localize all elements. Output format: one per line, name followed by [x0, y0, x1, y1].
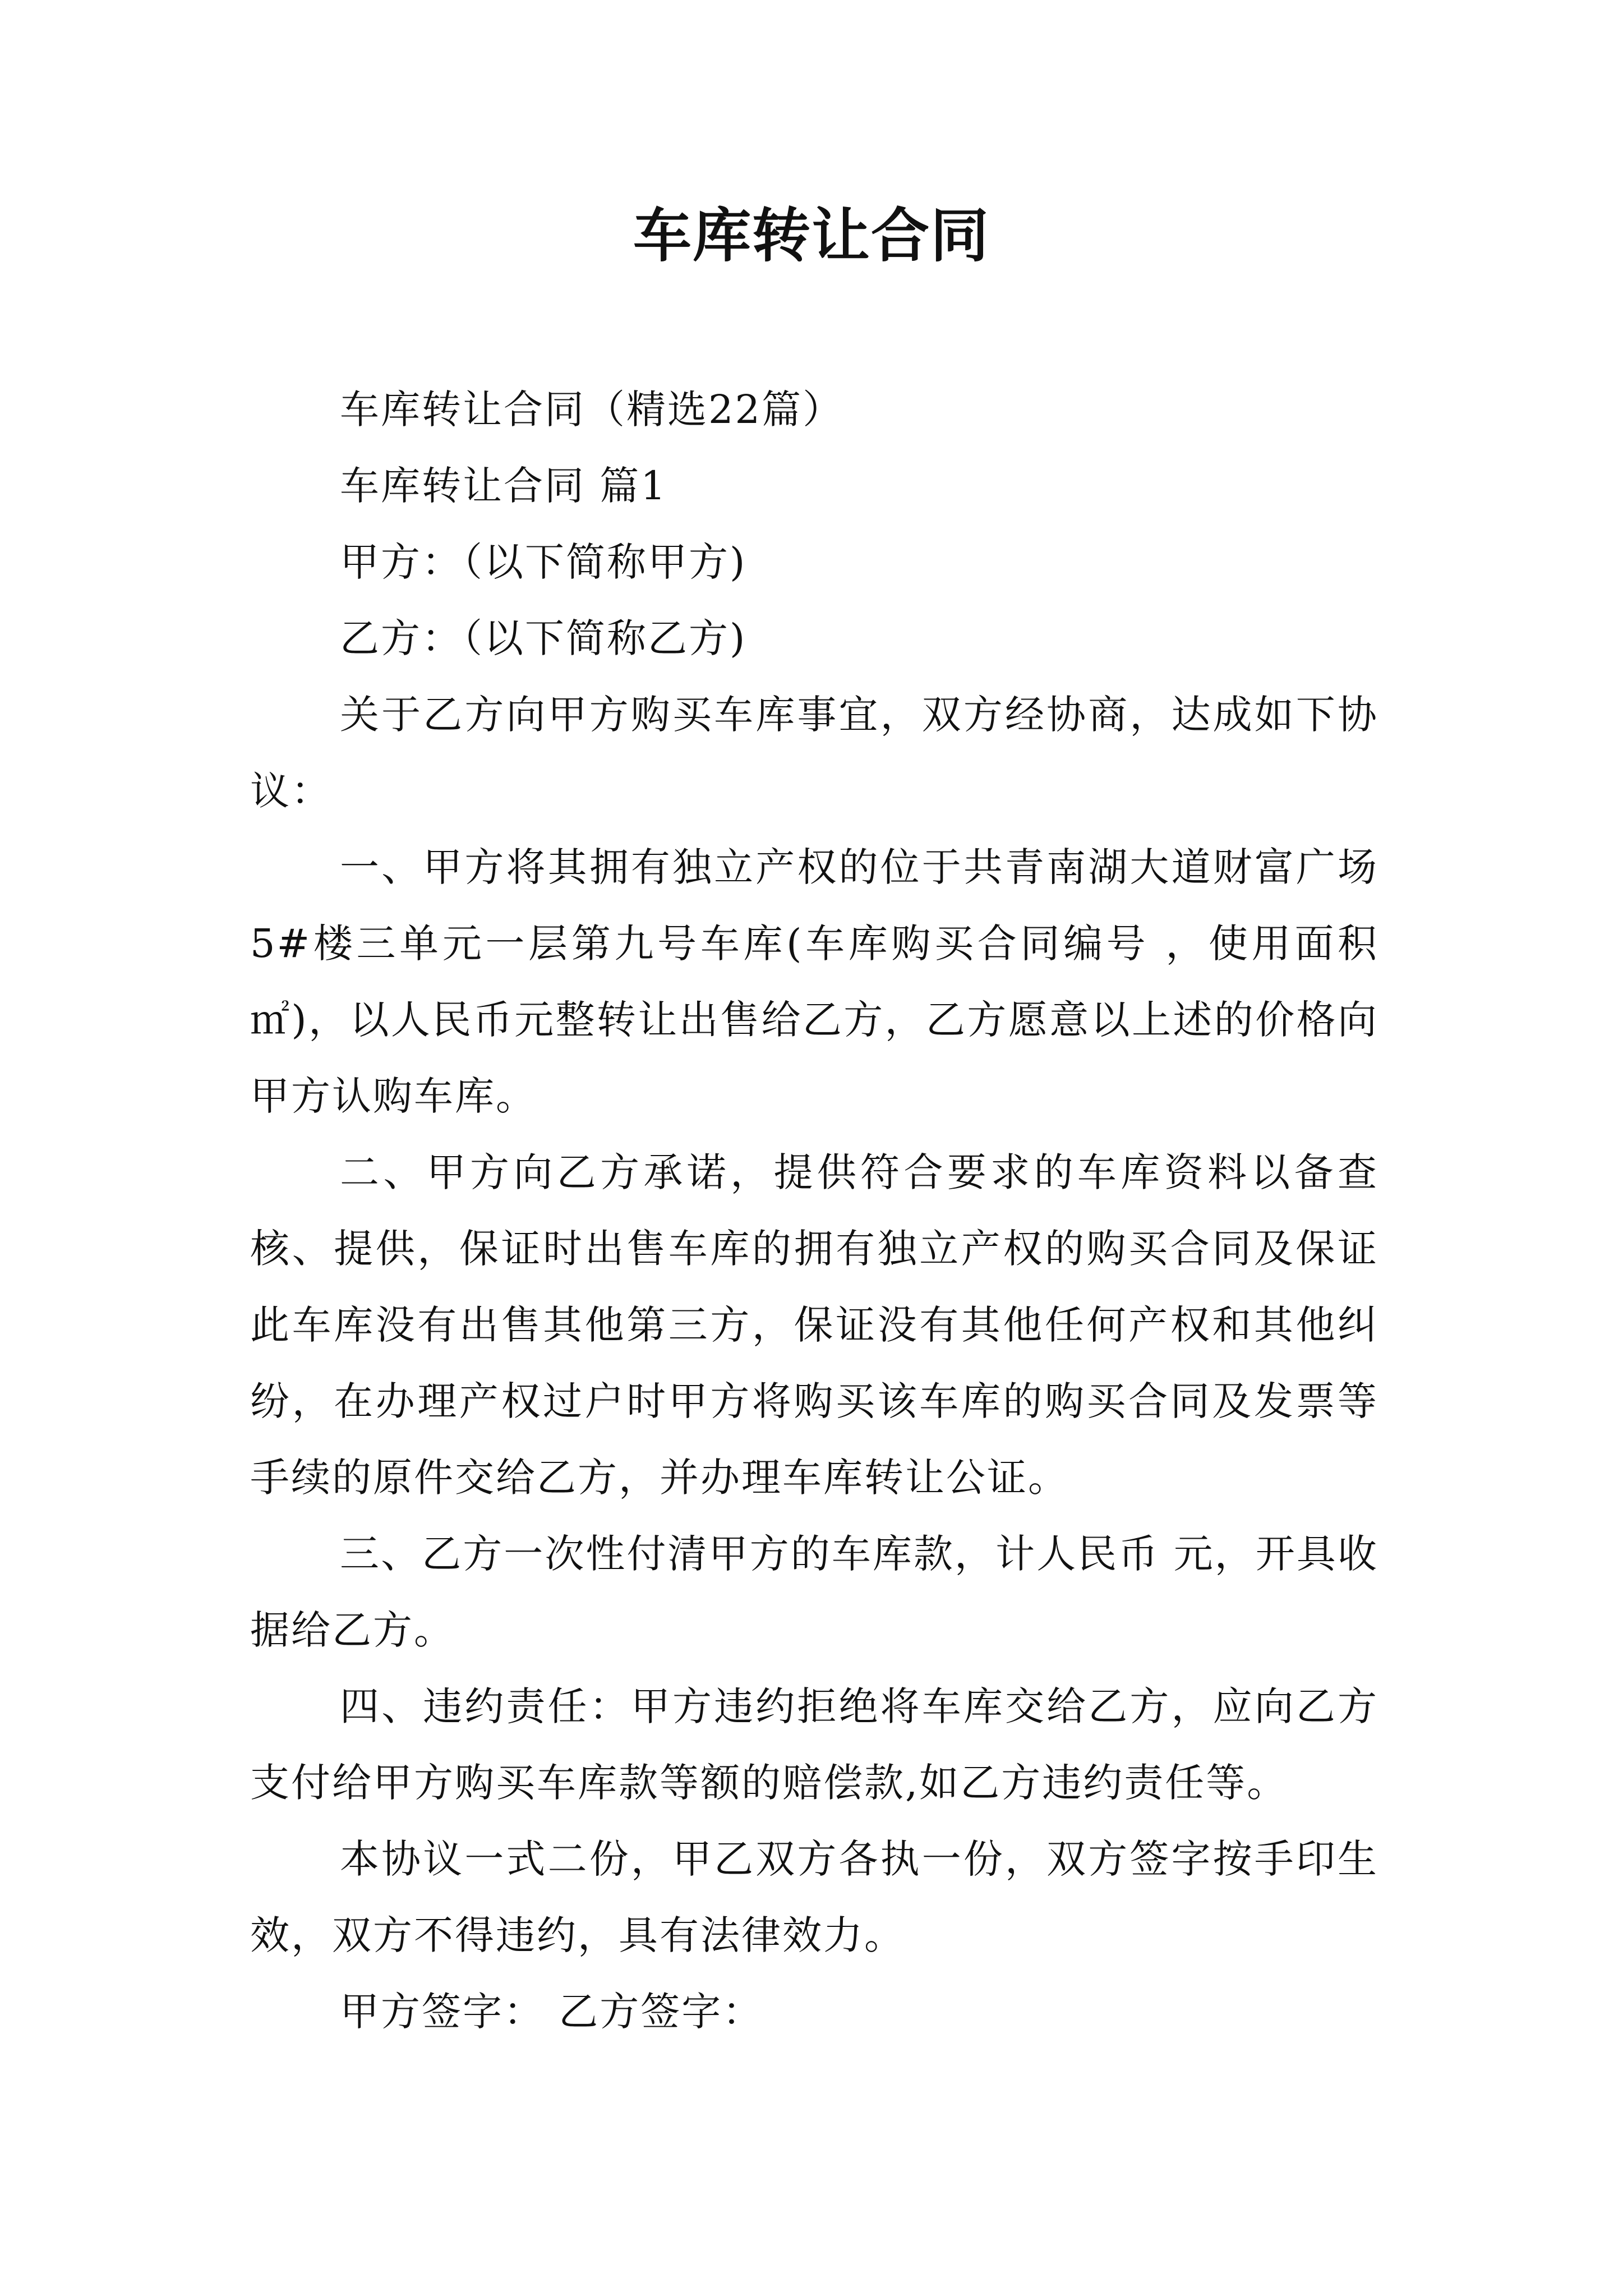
paragraph-copies: 本协议一式二份，甲乙双方各执一份，双方签字按手印生效，双方不得违约，具有法律效力。: [250, 1836, 1378, 1958]
paragraph-clause-4: 四、违约责任：甲方违约拒绝将车库交给乙方，应向乙方支付给甲方购买车库款等额的赔偿款,如乙方违约责任等。: [250, 1683, 1378, 1806]
paragraph-party-a: 甲方：（以下简称甲方): [340, 539, 747, 585]
paragraph-clause-2: 二、甲方向乙方承诺，提供符合要求的车库资料以备查核、提供，保证时出售车库的拥有独立产权的购买合同及保证此车库没有出售其他第三方，保证没有其他任何产权和其他纠纷，在办理产权过户时甲方将购买该车库的购买合同及发票等手续的原件交给乙方，并办理车库转让公证。: [250, 1149, 1378, 1501]
paragraph-signatures: 甲方签字： 乙方签字：: [340, 1989, 764, 2035]
document-body: [250, 371, 1378, 2050]
paragraph-clause-3: 三、乙方一次性付清甲方的车库款，计人民币 元，开具收据给乙方。: [250, 1531, 1378, 1653]
paragraph-preamble: 关于乙方向甲方购买车库事宜，双方经协商，达成如下协议：: [250, 692, 1378, 814]
paragraph-subtitle: 车库转让合同（精选22篇）: [340, 386, 844, 432]
paragraph-clause-1: 一、甲方将其拥有独立产权的位于共青南湖大道财富广场5#楼三单元一层第九号车库(车库购买合同编号 ，使用面积 ㎡)，以人民币元整转让出售给乙方，乙方愿意以上述的价格向甲方认购车库。: [250, 844, 1378, 1119]
document-title: 车库转让合同: [633, 201, 990, 270]
paragraph-section-heading: 车库转让合同 篇1: [340, 463, 667, 509]
paragraph-party-b: 乙方：（以下简称乙方): [340, 615, 747, 661]
